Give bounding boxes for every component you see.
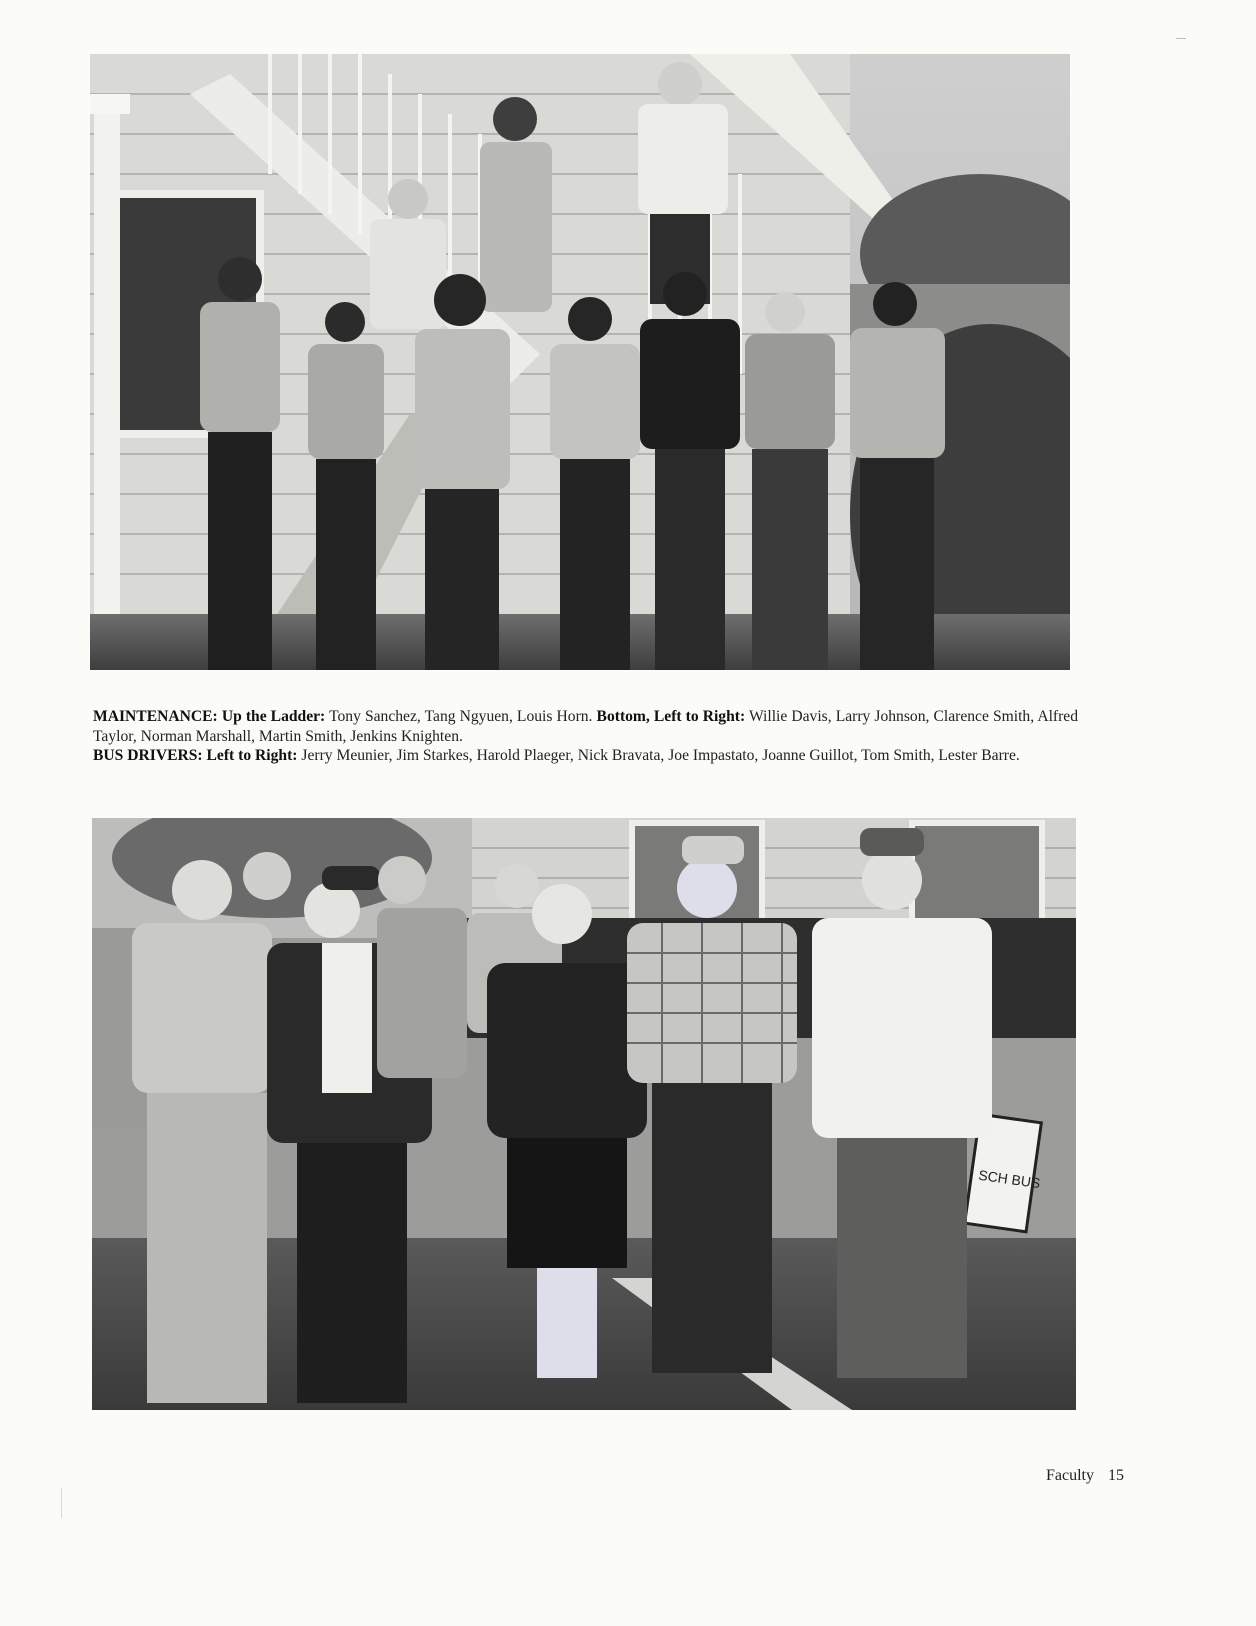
bus-drivers-label: Left to Right: [206, 747, 298, 764]
maintenance-staff-photo [90, 54, 1070, 670]
bottom-row-label: Bottom, Left to Right: [596, 708, 746, 725]
scan-corner-mark [1176, 38, 1186, 39]
bottom-row-names: Willie Davis, Larry Johnson, Clarence Smith, Alfred Taylor, Norman Marshall, Martin Smith, Jenkins Knighten. [93, 708, 1079, 745]
school-bus-sign: SCH BUS [977, 1166, 1042, 1192]
page-footer [1046, 1467, 1124, 1485]
up-ladder-names: Tony Sanchez, Tang Ngyuen, Louis Horn. [329, 708, 593, 725]
maintenance-photo-drawing [90, 54, 1070, 670]
bus-drivers-heading: BUS DRIVERS: [93, 747, 203, 764]
page-number: 15 [1108, 1467, 1124, 1484]
bus-drivers-caption [93, 746, 1078, 766]
scan-edge-mark [61, 1488, 62, 1518]
bus-drivers-photo [92, 818, 1076, 1410]
maintenance-heading: MAINTENANCE: [93, 708, 218, 725]
up-ladder-label: Up the Ladder: [221, 708, 326, 725]
bus-drivers-photo-drawing [92, 818, 1076, 1410]
bus-drivers-names: Jerry Meunier, Jim Starkes, Harold Plaeger, Nick Bravata, Joe Impastato, Joanne Guillot, Tom Smith, Lester Barre. [301, 747, 1020, 764]
photo-caption [93, 707, 1078, 766]
maintenance-caption [93, 707, 1078, 746]
footer-section: Faculty [1046, 1467, 1094, 1484]
